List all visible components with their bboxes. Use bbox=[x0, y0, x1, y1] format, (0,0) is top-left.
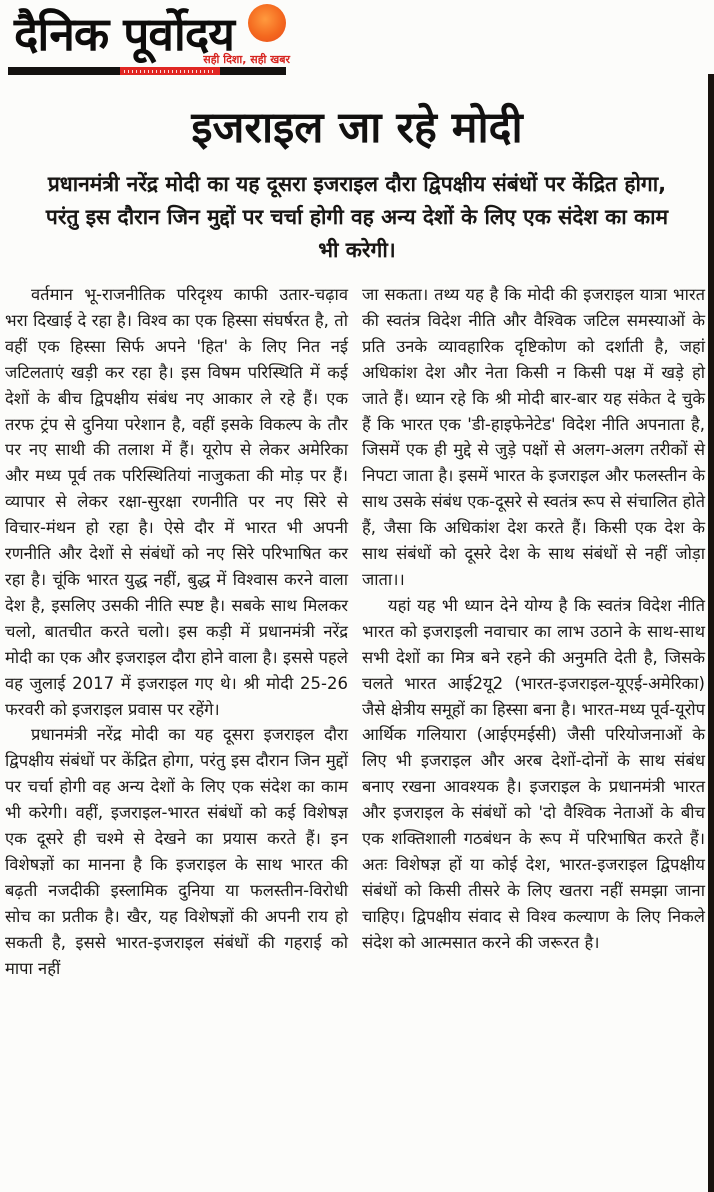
masthead-title: दैनिक पूर्वोदय bbox=[14, 7, 234, 61]
page-edge-shadow bbox=[708, 74, 714, 1192]
article-paragraph: यहां यह भी ध्यान देने योग्य है कि स्वतंत्र विदेश नीति भारत को इजराइली नवाचार का लाभ उठाने के साथ-साथ सभी देशों का मित्र बने रहने की अनुमति देती है, जिसके चलते भारत आई2यू2 (भारत-इजराइल-यूएई-अमेरिका) जैसे क्षेत्रीय समूहों का हिस्सा बना है। भारत-मध्य पूर्व-यूरोप आर्थिक गलियारा (आईएमईसी) जैसी परियोजनाओं के लिए भी इजराइल और अरब देशों-दोनों के साथ संबंध बनाए रखना आवश्यक है। इजराइल के प्रधानमंत्री भारत और इजराइल के संबंधों को 'दो वैश्विक नेताओं के बीच एक शक्तिशाली गठबंधन के रूप में परिभाषित करते हैं। अतः विशेषज्ञ हों या कोई देश, भारत-इजराइल द्विपक्षीय संबंधों को किसी तीसरे के लिए खतरा नहीं समझा जाना चाहिए। द्विपक्षीय संवाद से विश्व कल्याण के लिए निकले संदेश को आत्मसात करने की जरूरत है। bbox=[362, 595, 705, 952]
article-headline: इजराइल जा रहे मोदी bbox=[191, 103, 523, 153]
masthead-tagline: सही दिशा, सही खबर bbox=[203, 53, 290, 66]
masthead bbox=[0, 0, 300, 80]
sun-logo-icon bbox=[248, 4, 286, 42]
article-paragraph: जा सकता। तथ्य यह है कि मोदी की इजराइल यात्रा भारत की स्वतंत्र विदेश नीति और वैश्विक जटिल समस्याओं के प्रति उनके व्यावहारिक दृष्टिकोण को दर्शाती है, जहां अधिकांश देश और नेता किसी न किसी पक्ष में खड़े हो जाते हैं। ध्यान रहे कि श्री मोदी बार-बार यह संकेत दे चुके हैं कि भारत एक 'डी-हाइफेनेटेड' विदेश नीति अपनाता है, जिसमें एक ही मुद्दे से जुड़े पक्षों से अलग-अलग तरीकों से निपटा जाता है। इसमें भारत के इजराइल और फलस्तीन के साथ उसके संबंध एक-दूसरे से स्वतंत्र रूप से संचालित होते हैं, जैसा कि अधिकांश देश करते हैं। किसी एक देश के साथ संबंधों को दूसरे देश के साथ संबंधों से नहीं जोड़ा जाता।। bbox=[362, 285, 705, 589]
article-paragraph: वर्तमान भू-राजनीतिक परिदृश्य काफी उतार-चढ़ाव भरा दिखाई दे रहा है। विश्व का एक हिस्सा संघर्षरत है, तो वहीं एक हिस्सा सिर्फ अपने 'हित' के लिए नित नई जटिलताएं खड़ी कर रहा है। इस विषम परिस्थिति में कई देशों के बीच द्विपक्षीय संबंध नए आकार ले रहे हैं। एक तरफ ट्रंप से दुनिया परेशान है, वहीं इसके विकल्प के तौर पर नए साथी की तलाश में हैं। यूरोप से लेकर अमेरिका और मध्य पूर्व तक परिस्थितियां नाजुकता की मोड़ पर हैं। व्यापार से लेकर रक्षा-सुरक्षा रणनीति पर नए सिरे से विचार-मंथन हो रहा है। ऐसे दौर में भारत भी अपनी रणनीति और देशों से संबंधों को नए सिरे परिभाषित कर रहा है। चूंकि भारत युद्ध नहीं, बुद्ध में विश्वास करने वाला देश है, इसलिए उसकी नीति स्पष्ट है। सबके साथ मिलकर चलो, बातचीत करते चलो। इस कड़ी में प्रधानमंत्री नरेंद्र मोदी का एक और इजराइल दौरा होने वाला है। इससे पहले वह जुलाई 2017 में इजराइल गए थे। श्री मोदी 25-26 फरवरी को इजराइल प्रवास पर रहेंगे। bbox=[5, 285, 348, 719]
article-column-left bbox=[5, 282, 348, 981]
masthead-rule bbox=[8, 67, 286, 75]
masthead-banner bbox=[120, 67, 220, 75]
article-body bbox=[5, 282, 705, 981]
article-column-right bbox=[362, 282, 705, 981]
article-standfirst: प्रधानमंत्री नरेंद्र मोदी का यह दूसरा इजराइल दौरा द्विपक्षीय संबंधों पर केंद्रित होगा, परंतु इस दौरान जिन मुद्दों पर चर्चा होगी वह अन्य देशों के लिए एक संदेश का काम भी करेगी। bbox=[45, 172, 669, 262]
article-paragraph: प्रधानमंत्री नरेंद्र मोदी का यह दूसरा इजराइल दौरा द्विपक्षीय संबंधों पर केंद्रित होगा, परंतु इस दौरान जिन मुद्दों पर चर्चा होगी वह अन्य देशों के लिए एक संदेश का काम भी करेगी। वहीं, इजराइल-भारत संबंधों को कई विशेषज्ञ एक दूसरे ही चश्मे से देखने का प्रयास करते हैं। इन विशेषज्ञों का मानना है कि इजराइल के साथ भारत की बढ़ती नजदीकी इस्लामिक दुनिया या फलस्तीन-विरोधी सोच का प्रतीक है। खैर, यह विशेषज्ञों की अपनी राय हो सकती है, इससे भारत-इजराइल संबंधों की गहराई को मापा नहीं bbox=[5, 725, 348, 978]
